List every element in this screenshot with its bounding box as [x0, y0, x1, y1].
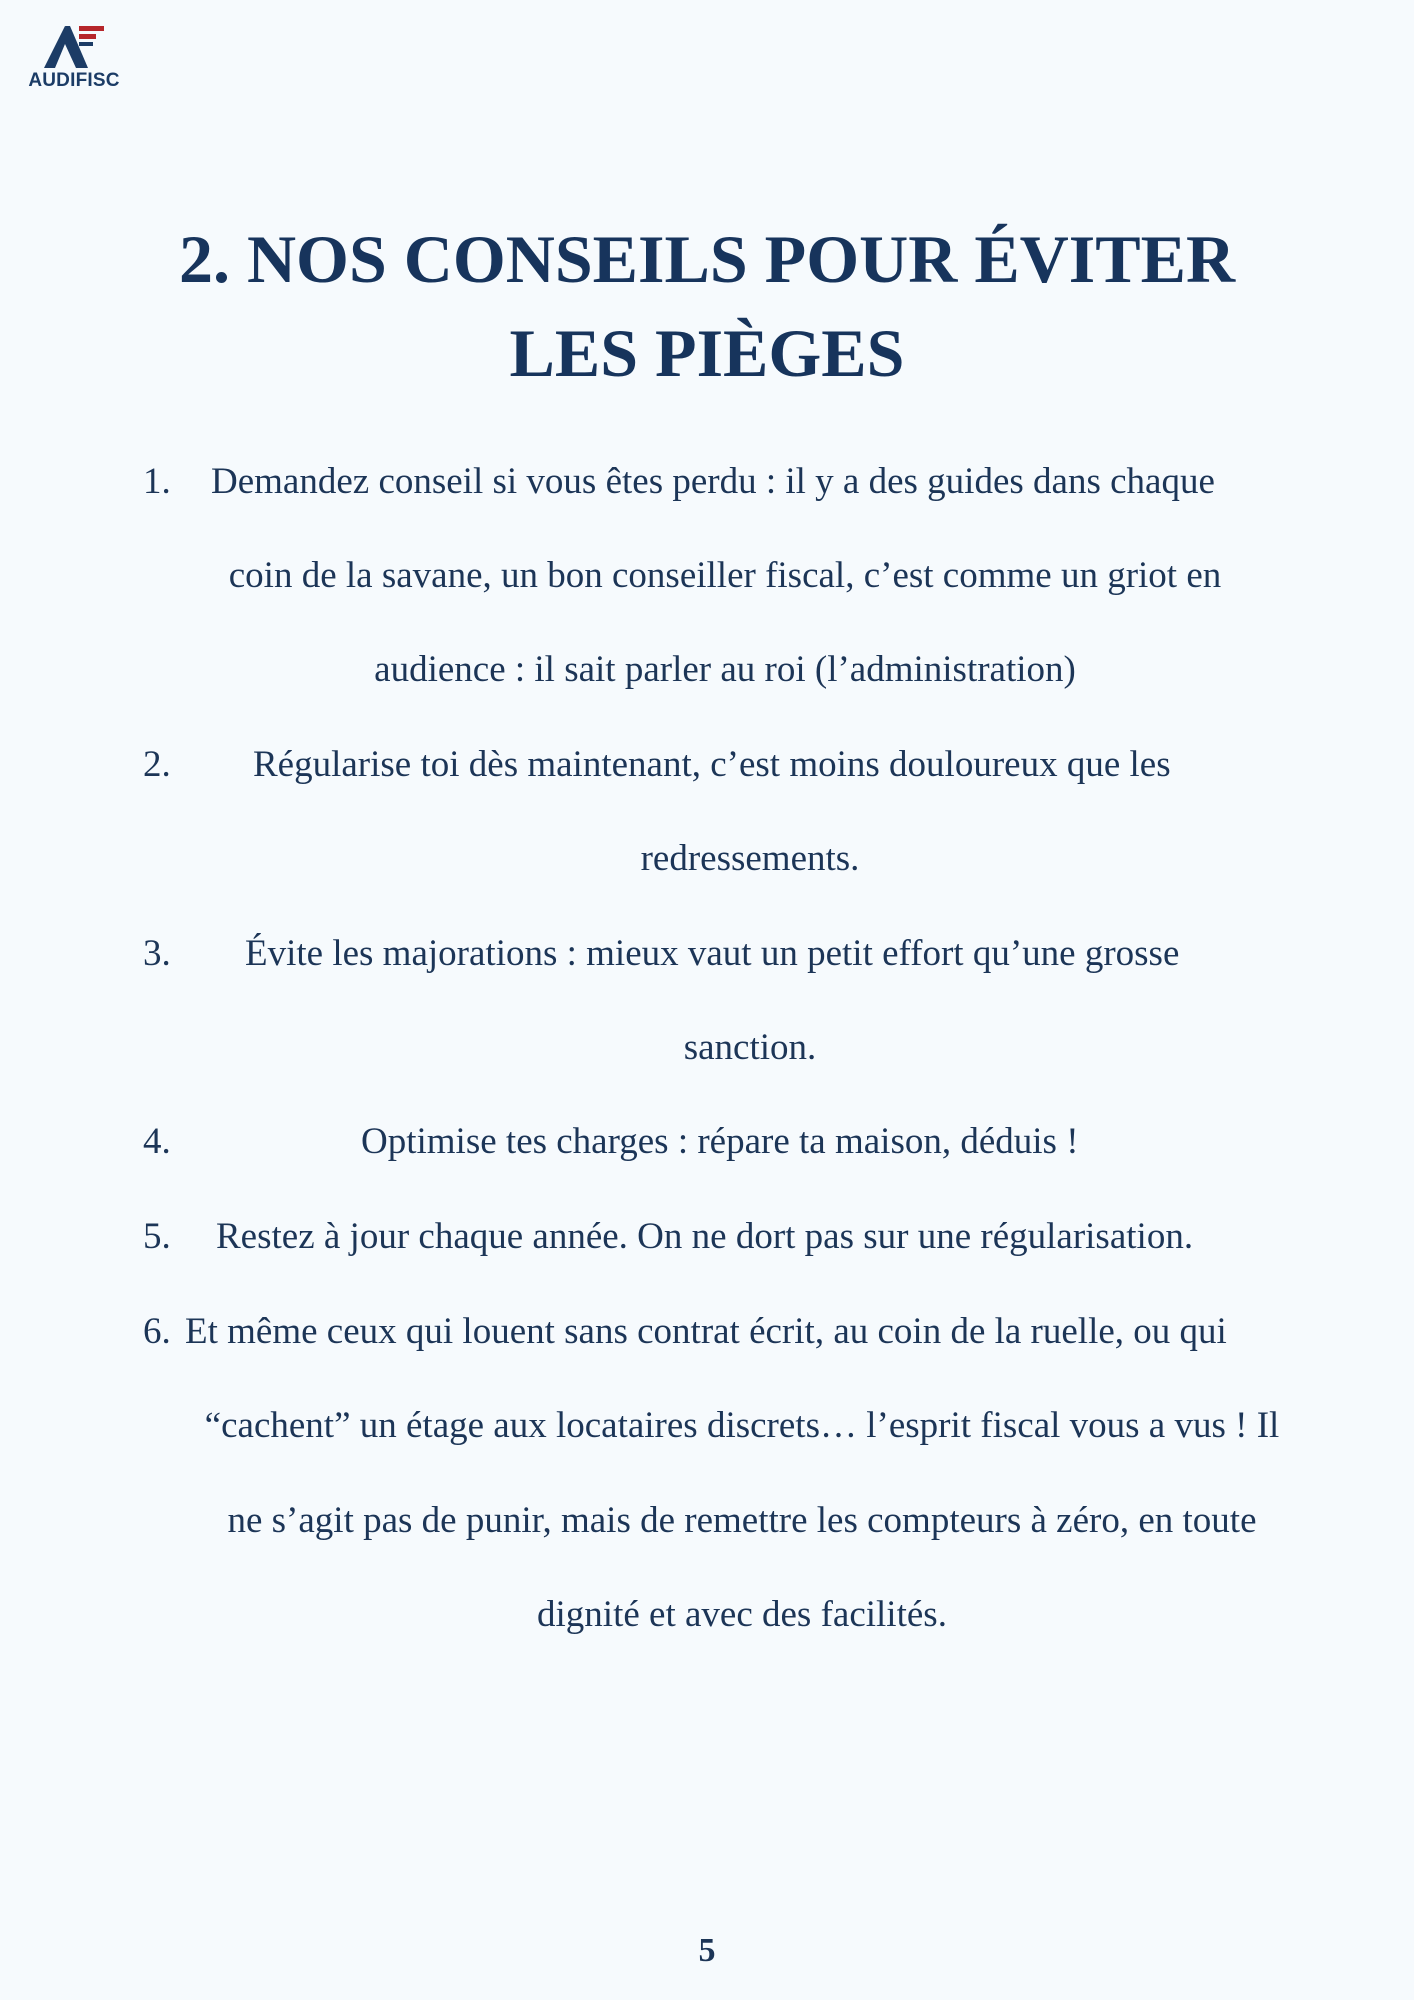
- item-5-line-1: Restez à jour chaque année. On ne dort pas sur une régularisation.: [216, 1216, 1194, 1257]
- item-1-line-3: audience : il sait parler au roi (l’administration): [374, 649, 1076, 690]
- page-title: [100, 212, 1314, 400]
- item-3-line-2: sanction.: [683, 1027, 817, 1068]
- page-title-line-1: 2. NOS CONSEILS POUR ÉVITER: [178, 221, 1236, 297]
- item-4-number: 4.: [143, 1121, 171, 1162]
- item-5-number: 5.: [143, 1216, 171, 1257]
- item-3-number: 3.: [143, 933, 171, 974]
- audifisc-logo-icon: [34, 20, 114, 70]
- item-2-line-1: Régularise toi dès maintenant, c’est moins douloureux que les: [253, 744, 1171, 785]
- item-2-number: 2.: [143, 744, 171, 785]
- audifisc-logo: [22, 20, 126, 94]
- item-4-line-1: Optimise tes charges : répare ta maison, déduis !: [361, 1121, 1079, 1162]
- item-1-line-2: coin de la savane, un bon conseiller fiscal, c’est comme un griot en: [228, 555, 1222, 596]
- item-6-number: 6.: [143, 1311, 171, 1352]
- logo-text: AUDIFISC: [28, 70, 120, 91]
- item-6-line-2: “cachent” un étage aux locataires discrets… l’esprit fiscal vous a vus ! Il: [204, 1405, 1280, 1446]
- page-number: 5: [698, 1932, 716, 1969]
- page-title-line-2: LES PIÈGES: [509, 315, 905, 391]
- item-6-line-3: ne s’agit pas de punir, mais de remettre les compteurs à zéro, en toute: [227, 1500, 1257, 1541]
- item-1-line-1: Demandez conseil si vous êtes perdu : il y a des guides dans chaque: [211, 461, 1215, 502]
- item-6-line-1: Et même ceux qui louent sans contrat écrit, au coin de la ruelle, ou qui: [185, 1311, 1227, 1352]
- item-3-line-1: Évite les majorations : mieux vaut un petit effort qu’une grosse: [245, 933, 1180, 974]
- item-2-line-2: redressements.: [640, 838, 860, 879]
- item-6-line-4: dignité et avec des facilités.: [537, 1594, 947, 1635]
- item-1-number: 1.: [143, 461, 171, 502]
